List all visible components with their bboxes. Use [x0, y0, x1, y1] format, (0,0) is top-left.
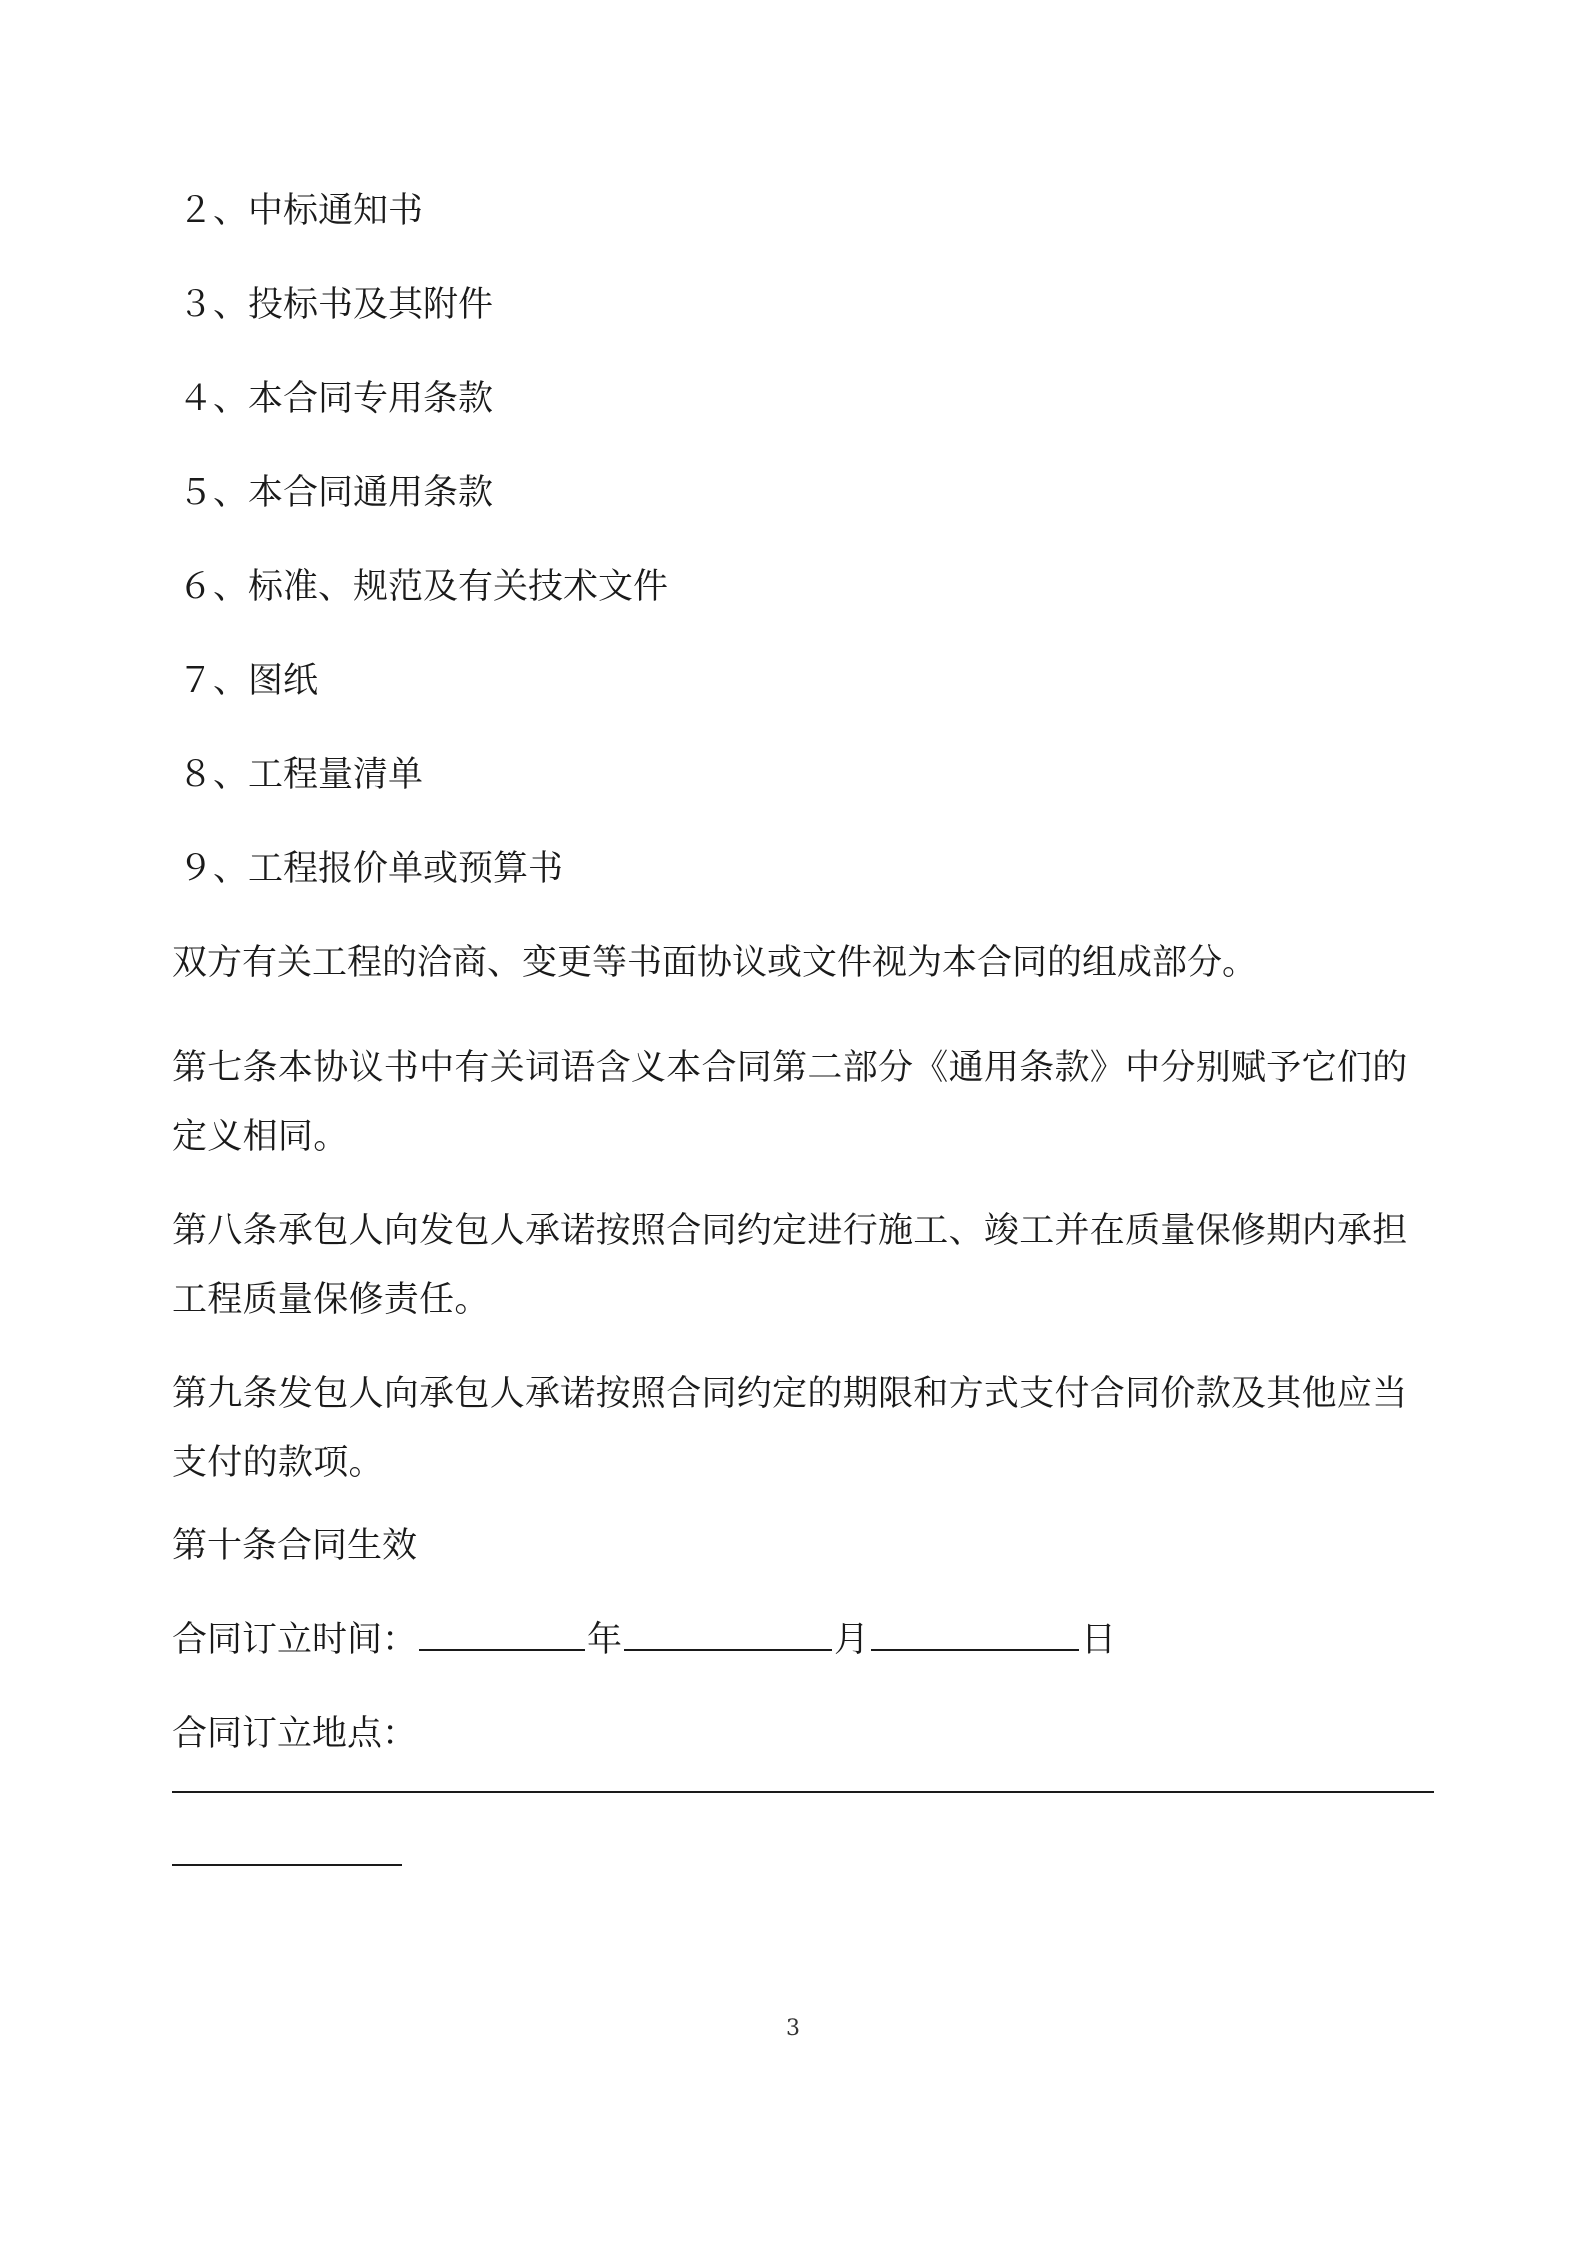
signing-time-line [172, 1617, 1442, 1663]
page-number: 3 [786, 2016, 800, 2041]
list-item-bid-notice: ２、中标通知书 [178, 191, 424, 231]
list-item-special-terms: ４、本合同专用条款 [178, 379, 494, 419]
signing-place-blank-line-2 [172, 1862, 402, 1866]
signing-place-label: 合同订立地点： [172, 1714, 418, 1754]
document-body [172, 188, 1442, 1866]
year-blank [419, 1619, 585, 1651]
list-item-drawings: ７、图纸 [178, 661, 319, 701]
list-item-general-terms: ５、本合同通用条款 [178, 473, 494, 513]
list-item-standards: ６、标准、规范及有关技术文件 [178, 567, 669, 607]
month-unit: 月 [834, 1620, 870, 1660]
paragraph-article-9: 第九条发包人向承包人承诺按照合同约定的期限和方式支付合同价款及其他应当支付的款项。 [172, 1374, 1408, 1483]
list-item-bill-of-quantities: ８、工程量清单 [178, 755, 424, 795]
paragraph-article-7: 第七条本协议书中有关词语含义本合同第二部分《通用条款》中分别赋予它们的定义相同。 [172, 1048, 1408, 1157]
signing-time-label: 合同订立时间： [172, 1620, 418, 1660]
paragraph-composition: 双方有关工程的洽商、变更等书面协议或文件视为本合同的组成部分。 [172, 943, 1258, 983]
list-item-bid-document: ３、投标书及其附件 [178, 285, 494, 325]
year-unit: 年 [587, 1620, 623, 1660]
list-item-quotation: ９、工程报价单或预算书 [178, 849, 564, 889]
signing-place-blank-line-1 [172, 1789, 1434, 1793]
paragraph-article-10: 第十条合同生效 [172, 1526, 418, 1566]
month-blank [624, 1619, 832, 1651]
day-unit: 日 [1081, 1620, 1117, 1660]
day-blank [871, 1619, 1079, 1651]
paragraph-article-8: 第八条承包人向发包人承诺按照合同约定进行施工、竣工并在质量保修期内承担工程质量保修责任。 [172, 1211, 1408, 1320]
